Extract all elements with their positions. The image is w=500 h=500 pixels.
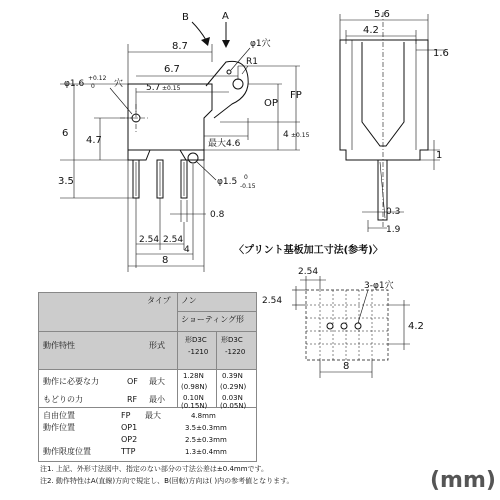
fp-val: 4.8mm: [191, 412, 216, 420]
pcb-dim-2-54-top: 2.54: [298, 267, 319, 277]
dim-0-3: 0.3: [386, 207, 401, 217]
pcb-hole-2: [341, 323, 347, 329]
pcb-pattern: [234, 243, 424, 378]
note-2: 注2. 動作特性はA(直線)方向で規定し、B(回転)方向は( )内の参考値となります。: [40, 477, 294, 485]
rf-v2: 0.03N: [222, 394, 243, 402]
ttp-val: 1.3±0.4mm: [185, 448, 227, 456]
unit-label: (mm): [430, 468, 496, 493]
dim-2-54-b: 2.54: [163, 235, 184, 245]
op-label: OP: [264, 98, 278, 109]
dim-5-6: 5.6: [374, 9, 390, 20]
dim-6-7: 6.7: [164, 64, 180, 75]
of-v1: 1.28N: [183, 372, 204, 380]
model-1-b: -1210: [188, 348, 209, 356]
rf-v1: 0.10N: [183, 394, 204, 402]
rf-v1b: (0.15N): [181, 402, 208, 410]
phi1-5-tol-minus: -0.15: [240, 183, 256, 190]
pcb-hole-3: [355, 323, 361, 329]
operating-char-label: 動作特性: [43, 341, 75, 350]
label-b: B: [182, 12, 189, 23]
rf-qual: 最小: [149, 395, 165, 404]
type-label: タイプ: [147, 296, 171, 305]
front-body: [340, 40, 428, 160]
rf-sym: RF: [127, 395, 138, 404]
boss-hole: [188, 153, 198, 163]
op1-name: 動作位置: [43, 423, 75, 432]
dim-4-7: 4.7: [86, 135, 102, 146]
phi1-5-tol-plus: 0: [244, 174, 248, 181]
fp-qual: 最大: [145, 411, 161, 420]
pcb-holes: 3-φ1穴: [364, 281, 394, 291]
dim-3-5: 3.5: [58, 176, 74, 187]
dim-0-8: 0.8: [210, 210, 225, 220]
fp-sym: FP: [121, 411, 131, 420]
pcb-dim-2-54-left: 2.54: [262, 296, 283, 306]
dim-8-7: 8.7: [172, 41, 188, 52]
of-v1b: (0.98N): [181, 383, 208, 391]
op2-val: 2.5±0.3mm: [185, 436, 227, 444]
op1-sym: OP1: [121, 423, 138, 432]
type-value-1: ノン: [181, 296, 197, 305]
dim-4: 4: [283, 130, 289, 140]
max-4-6: 最大4.6: [208, 139, 241, 149]
hole-tol-minus: 0: [91, 83, 95, 90]
model-label: 形式: [149, 341, 165, 350]
fp-label: FP: [290, 90, 302, 101]
hole-tol-plus: +0.12: [88, 75, 107, 82]
model-2-a: 形D3C: [221, 336, 243, 344]
arrow-a: [222, 40, 230, 48]
pcb-dim-4-2: 4.2: [408, 321, 424, 332]
rf-v2b: (0.05N): [220, 402, 247, 410]
of-v2b: (0.29N): [220, 383, 247, 391]
phi1-5: φ1.5: [217, 177, 238, 187]
rf-name: もどりの力: [43, 395, 83, 404]
op1-val: 3.5±0.3mm: [185, 424, 227, 432]
of-name: 動作に必要な力: [43, 377, 99, 386]
note-1: 注1. 上記、外形寸法図中、指定のない部分の寸法公差は±0.4mmです。: [40, 465, 268, 473]
type-value-2: ショーティング形: [181, 315, 245, 324]
r1: R1: [246, 57, 258, 67]
of-v2: 0.39N: [222, 372, 243, 380]
dim-1: 1: [436, 150, 443, 161]
dim-8-bottom: 8: [162, 255, 169, 266]
label-a: A: [222, 11, 229, 22]
dim-5-7: 5.7: [146, 83, 161, 93]
side-view: [58, 11, 310, 272]
spec-table: [38, 292, 257, 462]
dim-4-bottom: 4: [184, 245, 190, 255]
fp-name: 自由位置: [43, 411, 75, 420]
arrow-b: [192, 22, 206, 40]
dim-4-2: 4.2: [363, 25, 379, 36]
model-1-a: 形D3C: [185, 336, 207, 344]
dim-6: 6: [62, 128, 69, 139]
dim-5-7-tol: ±0.15: [162, 85, 181, 92]
pcb-dim-8: 8: [343, 361, 350, 372]
hole-suffix: 穴: [114, 79, 124, 89]
of-qual: 最大: [149, 377, 165, 386]
pivot-hole: [227, 70, 231, 74]
terminals: [133, 160, 187, 198]
front-view: [340, 9, 449, 235]
op2-sym: OP2: [121, 435, 138, 444]
model-2-b: -1220: [225, 348, 246, 356]
switch-body: [128, 84, 212, 150]
pcb-hole-1: [327, 323, 333, 329]
ttp-name: 動作限度位置: [43, 447, 91, 456]
lever-hole: [233, 79, 243, 89]
phi1-hole: φ1穴: [250, 39, 271, 49]
dim-4-tol: ±0.15: [291, 132, 310, 139]
of-sym: OF: [127, 377, 138, 386]
dim-1-6: 1.6: [433, 48, 449, 59]
hole-dia: φ1.6: [64, 79, 85, 89]
pcb-title: 〈プリント基板加工寸法(参考)〉: [234, 245, 383, 256]
dim-1-9: 1.9: [386, 225, 401, 235]
dim-2-54-a: 2.54: [139, 235, 160, 245]
ttp-sym: TTP: [121, 447, 136, 456]
